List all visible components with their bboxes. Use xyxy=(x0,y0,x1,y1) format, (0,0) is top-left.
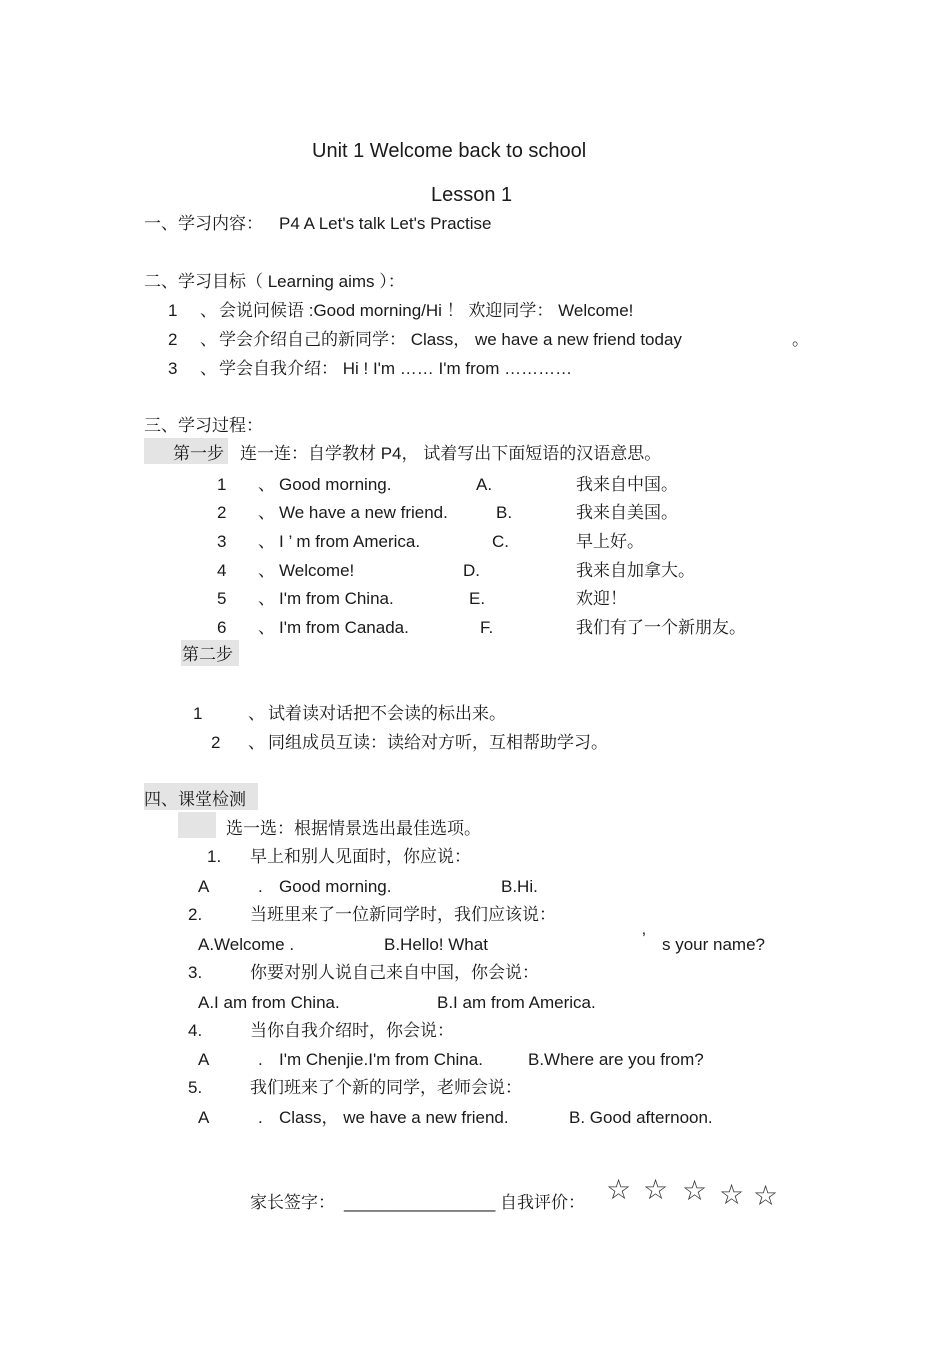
aim-sep: 、 xyxy=(200,359,217,378)
check-intro: 选一选：根据情景选出最佳选项。 xyxy=(226,819,481,838)
option-b: B.Hi. xyxy=(501,877,538,896)
match-num: 1 xyxy=(217,475,227,494)
option-a: A.I am from China. xyxy=(198,993,340,1012)
content-value: P4 A Let's talk Let's Practise xyxy=(279,214,492,233)
match-letter: A. xyxy=(476,475,493,494)
option-b: B. Good afternoon. xyxy=(569,1108,713,1127)
match-chinese: 我来自中国。 xyxy=(576,475,678,494)
match-num: 4 xyxy=(217,561,227,580)
question-text: 当你自我介绍时，你会说： xyxy=(250,1021,454,1040)
match-sep: 、 xyxy=(258,503,275,522)
match-chinese: 早上好。 xyxy=(576,532,644,551)
step2-sep: 、 xyxy=(248,704,265,723)
question-num: 5. xyxy=(188,1078,203,1097)
step2-text: 同组成员互读：读给对方听，互相帮助学习。 xyxy=(268,733,608,752)
match-num: 3 xyxy=(217,532,227,551)
match-sep: 、 xyxy=(258,618,275,637)
aim-text: 学会自我介绍： Hi ! I'm …… I'm from ………… xyxy=(219,359,573,378)
check-intro-highlight xyxy=(178,812,216,838)
star-icon[interactable]: ☆ xyxy=(753,1179,779,1212)
aim-num: 1 xyxy=(168,301,178,320)
step2-text: 试着读对话把不会读的标出来。 xyxy=(268,704,506,723)
match-sep: 、 xyxy=(258,475,275,494)
match-num: 5 xyxy=(217,589,227,608)
aim-text: 学会介绍自己的新同学： Class， we have a new friend today xyxy=(219,330,682,349)
option-b-apostrophe: ’ xyxy=(642,929,646,948)
option-a: I'm Chenjie.I'm from China. xyxy=(279,1050,483,1069)
match-english: I'm from Canada. xyxy=(279,618,409,637)
match-sep: 、 xyxy=(258,589,275,608)
check-label: 四、课堂检测 xyxy=(144,790,246,809)
match-num: 2 xyxy=(217,503,227,522)
content-label: 一、学习内容： xyxy=(144,214,263,233)
match-letter: C. xyxy=(492,532,509,551)
option-b: B.Where are you from? xyxy=(528,1050,704,1069)
self-evaluation-label: 自我评价： xyxy=(500,1193,585,1212)
star-icon[interactable]: ☆ xyxy=(643,1173,669,1206)
match-letter: D. xyxy=(463,561,480,580)
option-b-tail: s your name? xyxy=(662,935,765,954)
question-text: 我们班来了个新的同学，老师会说： xyxy=(250,1078,522,1097)
aim-num: 3 xyxy=(168,359,178,378)
option-a-letter: A xyxy=(198,877,210,896)
option-a-dot: . xyxy=(258,877,263,896)
question-text: 早上和别人见面时，你应说： xyxy=(250,847,471,866)
match-num: 6 xyxy=(217,618,227,637)
question-text: 当班里来了一位新同学时，我们应该说： xyxy=(250,905,556,924)
step1-tag: 第一步 xyxy=(173,444,224,463)
option-a-letter: A xyxy=(198,1108,210,1127)
match-sep: 、 xyxy=(258,532,275,551)
match-letter: E. xyxy=(469,589,486,608)
question-text: 你要对别人说自己来自中国，你会说： xyxy=(250,963,539,982)
match-chinese: 欢迎！ xyxy=(576,589,627,608)
star-icon[interactable]: ☆ xyxy=(606,1173,632,1206)
star-icon[interactable]: ☆ xyxy=(682,1174,708,1207)
match-sep: 、 xyxy=(258,561,275,580)
match-chinese: 我们有了一个新朋友。 xyxy=(576,618,746,637)
page-title: Unit 1 Welcome back to school xyxy=(312,140,587,162)
match-letter: F. xyxy=(480,618,494,637)
lesson-title: Lesson 1 xyxy=(431,184,513,206)
option-a-dot: . xyxy=(258,1108,263,1127)
question-num: 3. xyxy=(188,963,203,982)
step2-num: 1 xyxy=(193,704,203,723)
question-num: 2. xyxy=(188,905,203,924)
match-chinese: 我来自加拿大。 xyxy=(576,561,695,580)
aim-sep: 、 xyxy=(200,301,217,320)
match-english: We have a new friend. xyxy=(279,503,448,522)
aim-text: 会说问候语 :Good morning/Hi ！ 欢迎同学： Welcome! xyxy=(219,301,634,320)
question-num: 1. xyxy=(207,847,222,866)
aims-label: 二、学习目标（ Learning aims ）： xyxy=(144,272,405,291)
aim-num: 2 xyxy=(168,330,178,349)
match-english: I'm from China. xyxy=(279,589,394,608)
option-b: B.I am from America. xyxy=(437,993,596,1012)
match-letter: B. xyxy=(496,503,513,522)
process-label: 三、学习过程： xyxy=(144,416,263,435)
option-a: A.Welcome . xyxy=(198,935,295,954)
match-english: Good morning. xyxy=(279,475,392,494)
question-num: 4. xyxy=(188,1021,203,1040)
option-a-letter: A xyxy=(198,1050,210,1069)
option-b: B.Hello! What xyxy=(384,935,488,954)
match-chinese: 我来自美国。 xyxy=(576,503,678,522)
option-a: Class， we have a new friend. xyxy=(279,1108,509,1127)
parent-signature-blank[interactable]: ________________ xyxy=(344,1193,496,1212)
match-english: Welcome! xyxy=(279,561,355,580)
aim-tail: 。 xyxy=(792,330,809,349)
aim-sep: 、 xyxy=(200,330,217,349)
step1-text: 连一连：自学教材 P4， 试着写出下面短语的汉语意思。 xyxy=(240,444,662,463)
option-a-dot: . xyxy=(258,1050,263,1069)
step2-sep: 、 xyxy=(248,733,265,752)
step2-num: 2 xyxy=(211,733,221,752)
match-english: I ’ m from America. xyxy=(279,532,421,551)
option-a: Good morning. xyxy=(279,877,392,896)
star-icon[interactable]: ☆ xyxy=(719,1178,745,1211)
parent-signature-label: 家长签字： xyxy=(250,1193,335,1212)
step2-tag: 第二步 xyxy=(182,645,233,664)
